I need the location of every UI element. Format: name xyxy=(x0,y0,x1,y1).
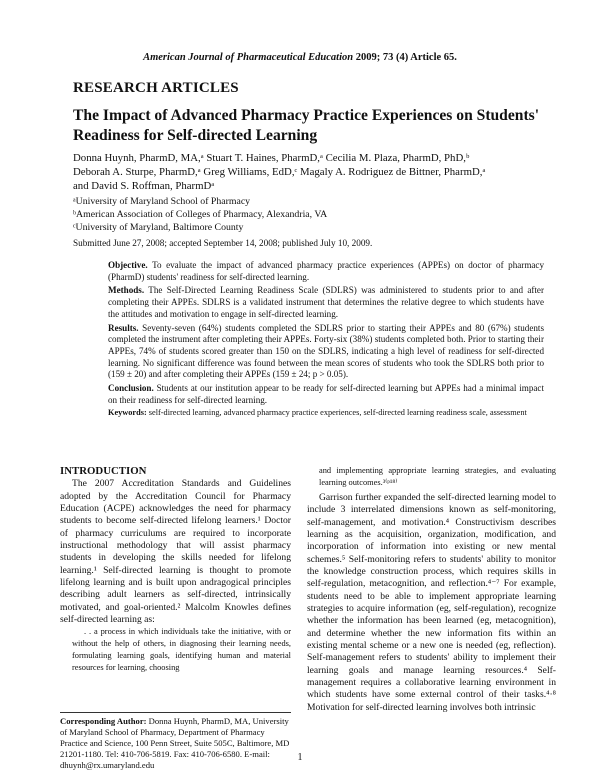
methods-label: Methods. xyxy=(108,285,145,296)
author-line-2: Deborah A. Sturpe, PharmD,ᵃ Greg Williams, EdD,ᶜ Magaly A. Rodriguez de Bittner, PharmD,ᵃ xyxy=(73,166,486,178)
author-line-3: and David S. Roffman, PharmDᵃ xyxy=(73,180,215,192)
paper-title: The Impact of Advanced Pharmacy Practice Experiences on Students' Readiness for Self-directed Learning xyxy=(73,107,540,144)
methods-text: The Self-Directed Learning Readiness Scale (SDLRS) was administered to students prior to and after completing their APPEs. SDLRS is a validated instrument that determines the relative degree to which students have the attitudes and motivation to engage in self-directed learning. xyxy=(108,285,545,319)
journal-name: American Journal of Pharmaceutical Education xyxy=(143,52,354,63)
affiliation-c: ᶜUniversity of Maryland, Baltimore County xyxy=(73,222,244,233)
author-line-1: Donna Huynh, PharmD, MA,ᵃ Stuart T. Haines, PharmD,ᵃ Cecilia M. Plaza, PharmD, PhD,ᵇ xyxy=(73,152,470,164)
section-title: RESEARCH ARTICLES xyxy=(73,80,239,96)
abstract-keywords xyxy=(108,408,544,419)
journal-citation: 2009; 73 (4) Article 65. xyxy=(355,52,457,63)
knowles-quote-continued: and implementing appropriate learning strategies, and evaluating learning outcomes.³⁽ᵖ¹⁸⁾ xyxy=(319,466,556,487)
abstract xyxy=(108,260,544,421)
affiliation-b: ᵇAmerican Association of Colleges of Pharmacy, Alexandria, VA xyxy=(73,209,328,220)
submission-dates: Submitted June 27, 2008; accepted September 14, 2008; published July 10, 2009. xyxy=(73,238,373,248)
abstract-objective xyxy=(108,260,544,283)
left-column xyxy=(60,465,291,674)
conclusion-label: Conclusion. xyxy=(108,383,154,394)
conclusion-text: Students at our institution appear to be ready for self-directed learning but APPEs had a minimal impact on their readiness for self-directed learning. xyxy=(108,383,544,405)
running-head xyxy=(0,52,600,63)
corresponding-author-label: Corresponding Author: xyxy=(60,716,147,726)
introduction-heading: INTRODUCTION xyxy=(60,465,147,477)
page-number: 1 xyxy=(297,752,303,763)
keywords-label: Keywords: xyxy=(108,408,147,418)
abstract-results xyxy=(108,323,544,382)
knowles-quote: . . a process in which individuals take the initiative, with or without the help of others, in diagnosing their learning needs, formulating learning goals, identifying human and material resources for learning, choosing xyxy=(72,627,291,673)
intro-paragraph-1: The 2007 Accreditation Standards and Guidelines adopted by the Accreditation Council for Pharmacy Education (ACPE) acknowledges the need for pharmacy students to become self-directed lifelong learners.¹ Doctor of pharmacy curriculums are required to incorporate instructional methodology that will assist pharmacy students in developing the skills needed for lifelong learning.¹ Self-directed learning is thought to promote lifelong learning and is built upon andragogical principles describing adult learners as self-directed, intrinsically motivated, and goal-oriented.² Malcolm Knowles defines self-directed learning as: xyxy=(60,478,291,626)
corresponding-author-text: Donna Huynh, PharmD, MA, University of Maryland School of Pharmacy, Department of Pharmacy Practice and Science, 100 Penn Street, Suite 505C, Baltimore, MD 21201-1180. Tel: 410-706-5819. Fax: 410-706-6580. E-mail: dhuynh@rx.umaryland.edu xyxy=(60,716,290,770)
intro-paragraph-2: Garrison further expanded the self-directed learning model to include 3 interrelated dimensions known as self-monitoring, self-management, and motivation.⁴ Constructivism describes learning as the acquisition, organization, modification, and incorporation of information into existing or new mental schemes.⁵ Self-monitoring refers to students' ability to monitor the knowledge construction process, which requires skills in self-regulation, metacognition, and reflection.⁴⁻⁷ For example, students need to be able to implement appropriate learning strategies to acquire information (eg, self-regulation), recognize whether the information has been learned (eg, metacognition), and determine whether the new information fits within an existing mental scheme or a new one is needed (eg, reflection). Self-management refers to students' ability to implement their learning goals and manage learning resources.⁴ Self-management requires a collaborative learning environment in which students have some external control of their tasks.⁴·⁸ Motivation for self-directed learning involves both intrinsic xyxy=(307,491,556,713)
right-column xyxy=(307,465,556,714)
results-text: Seventy-seven (64%) students completed the SDLRS prior to starting their APPEs and 80 (67%) students completed the instrument after completing their APPEs. Forty-six (38%) students completed both. Prior to starting their APPEs, 74% of students scored greater than 150 on the SDLRS, indicating a high level of readiness for self-directed learning. No significant difference was found between the mean scores of students who took the SDLRS both prior to (159 ± 20) and after completing their APPEs (159 ± 24; p > 0.05). xyxy=(108,322,544,380)
author-list xyxy=(73,151,543,193)
objective-text: To evaluate the impact of advanced pharmacy practice experiences (APPEs) on doctor of pharmacy (PharmD) students' readiness for self-directed learning. xyxy=(108,260,545,282)
results-label: Results. xyxy=(108,322,139,333)
abstract-conclusion xyxy=(108,383,544,406)
abstract-methods xyxy=(108,285,544,320)
objective-label: Objective. xyxy=(108,260,148,270)
affiliation-a: ᵃUniversity of Maryland School of Pharmacy xyxy=(73,196,251,207)
keywords-text: self-directed learning, advanced pharmacy practice experiences, self-directed learning readiness scale, assessment xyxy=(148,408,527,418)
